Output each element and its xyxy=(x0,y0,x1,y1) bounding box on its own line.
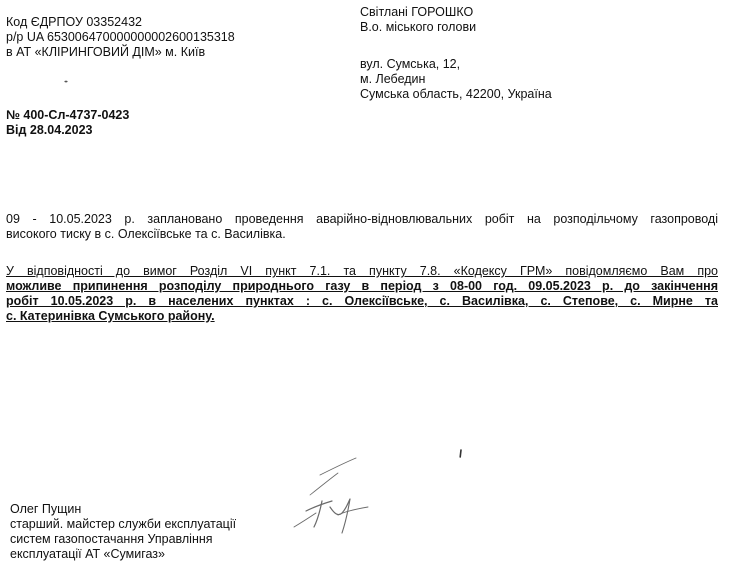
paragraph-intro-line: У відповідності до вимог Розділ VI пункт 7.1. та пункту 7.8. «Кодексу ГРМ» повідомляємо Вам про xyxy=(6,264,718,278)
recipient-position: В.о. міського голови xyxy=(360,20,477,34)
sender-account: р/р UA 653006470000000002600135318 xyxy=(6,30,235,44)
recipient-address xyxy=(360,57,552,102)
recipient-block xyxy=(360,5,552,102)
recipient-address-line: Сумська область, 42200, Україна xyxy=(360,87,552,101)
document-number: № 400-Сл-4737-0423 xyxy=(6,108,130,122)
document-reference xyxy=(6,108,129,138)
scan-speck xyxy=(64,72,68,75)
body-paragraph-2 xyxy=(6,264,718,324)
document-date: Від 28.04.2023 xyxy=(6,123,93,137)
sender-requisites xyxy=(6,15,235,60)
paragraph-bold-line: с. Катеринівка Сумського району. xyxy=(6,309,215,323)
signatory-title-line: старший. майстер служби експлуатації xyxy=(10,517,237,531)
handwritten-signature xyxy=(280,455,390,540)
recipient-address-line: м. Лебедин xyxy=(360,72,426,86)
sender-bank: в АТ «КЛІРИНГОВИЙ ДІМ» м. Київ xyxy=(6,45,206,59)
recipient-address-line: вул. Сумська, 12, xyxy=(360,57,461,71)
sender-edrpou: Код ЄДРПОУ 03352432 xyxy=(6,15,142,29)
signatory-title-line: експлуатації АТ «Сумигаз» xyxy=(10,547,165,561)
paragraph-line: високого тиску в с. Олексіївське та с. Василівка. xyxy=(6,227,286,241)
body-paragraph-1 xyxy=(6,212,718,242)
paragraph-line: 09 - 10.05.2023 р. заплановано проведення аварійно-відновлювальних робіт на розподільчому газопроводі xyxy=(6,212,718,226)
signatory-name: Олег Пущин xyxy=(10,502,82,516)
scan-mark xyxy=(458,448,464,458)
signatory-title-line: систем газопостачання Управління xyxy=(10,532,213,546)
paragraph-bold-line: робіт 10.05.2023 р. в населених пунктах : с. Олексіївське, с. Василівка, с. Степове, с. Мирне та xyxy=(6,294,718,308)
paragraph-bold-line: можливе припинення розподілу природнього газу в період з 08-00 год. 09.05.2023 р. до закінчення xyxy=(6,279,718,293)
signatory-block xyxy=(10,502,236,562)
recipient-name: Світлані ГОРОШКО xyxy=(360,5,474,19)
